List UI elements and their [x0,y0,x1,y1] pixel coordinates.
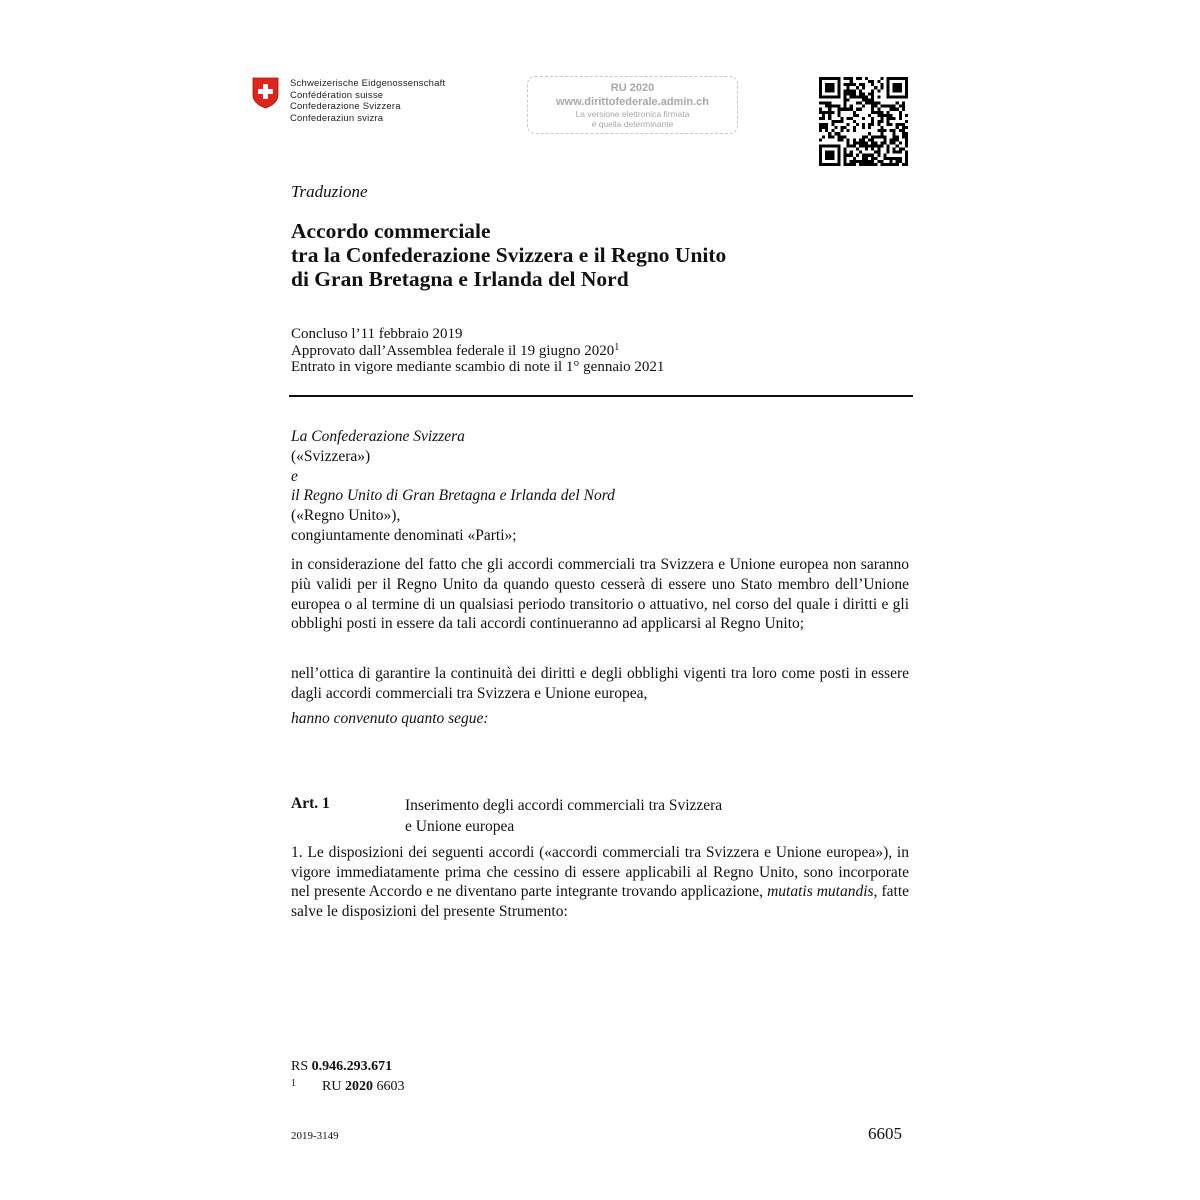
recital-2: nell’ottica di garantire la continuità dei diritti e degli obblighi vigenti tra loro come posti in essere dagli accordi commerciali tra Svizzera e Unione europea, [291,665,909,702]
swiss-cross-icon [252,77,279,109]
footnote-ref[interactable]: 1 [614,341,620,353]
confederation-name-de: Schweizerische Eidgenossenschaft [290,78,446,89]
article-title [405,795,825,837]
conjunction: e [291,467,298,485]
confederation-name-it: Confederazione Svizzera [290,101,401,112]
party-2-short: («Regno Unito»), [291,507,401,525]
divider [289,395,913,397]
article-title-line: e Unione europea [405,818,515,835]
publication-stamp [527,76,738,134]
entry-into-force-date: Entrato in vigore mediante scambio di note il 1° gennaio 2021 [291,359,665,375]
footnote [291,1079,404,1095]
document-number: 2019-3149 [291,1130,339,1142]
confederation-name-fr: Confédération suisse [290,89,384,101]
article-text-part1: 1. Le disposizioni dei seguenti accordi («accordi commerciali tra Svizzera e Unione europea»), in vigore immediatamente prima che cessino di essere applicabili al Regno Unito, sono incorporate nel presente Accordo e ne diventano parte integrante trovando applicazione, [291,844,909,901]
footnote-prefix: RU [322,1079,342,1094]
recital-1: in considerazione del fatto che gli accordi commerciali tra Svizzera e Unione europea non saranno più validi per il Regno Unito da quando questo cesserà di essere uno Stato membro dell’Unione europea o al termine di un qualsiasi periodo transitorio o attuativo, nel corso del quale i diritti e gli obblighi posti in essere da tali accordi continueranno ad applicarsi al Regno Unito; [291,556,909,633]
title-line: di Gran Bretagna e Irlanda del Nord [291,267,629,291]
footnote-marker: 1 [291,1078,296,1089]
translation-label: Traduzione [291,182,368,201]
article-title-line: Inserimento degli accordi commerciali tra Svizzera [405,797,723,814]
approved-date: Approvato dall’Assemblea federale il 19 giugno 2020 [291,342,615,359]
concluded-date: Concluso l’11 febbraio 2019 [291,326,463,342]
stamp-note-line1: La versione elettronica firmata [575,109,690,119]
party-2: il Regno Unito di Gran Bretagna e Irlanda del Nord [291,487,615,505]
rs-prefix: RS [291,1059,309,1074]
agreed-clause: hanno convenuto quanto segue: [291,710,489,727]
qr-code-icon [819,77,908,166]
preamble-parties [291,427,615,546]
party-1-short: («Svizzera») [291,447,371,465]
article-text-italic: mutatis mutandis [767,883,874,901]
rs-number: 0.946.293.671 [311,1059,393,1074]
stamp-website: www.dirittofederale.admin.ch [555,96,709,108]
page-number: 6605 [868,1124,902,1143]
document-title [291,219,726,291]
approved-date-line [291,343,664,360]
dates-block [291,326,664,376]
confederation-names [290,78,445,124]
confederation-name-rm: Confederaziun svizra [290,112,384,124]
title-line: Accordo commerciale [291,219,491,243]
rs-reference [291,1059,392,1075]
title-line: tra la Confederazione Svizzera e il Regno Unito [291,243,727,267]
party-1: La Confederazione Svizzera [291,428,465,445]
stamp-note-line2: è quella determinante [591,119,674,129]
article-text-part2: , fatte salve le disposizioni del presente Strumento: [291,883,909,920]
footnote-page: 6603 [376,1079,405,1094]
jointly-named: congiuntamente denominati «Parti»; [291,526,517,544]
article-paragraph-1 [291,843,909,921]
stamp-collection: RU 2020 [610,82,655,94]
article-number: Art. 1 [291,795,330,812]
footnote-year: 2020 [344,1079,373,1094]
